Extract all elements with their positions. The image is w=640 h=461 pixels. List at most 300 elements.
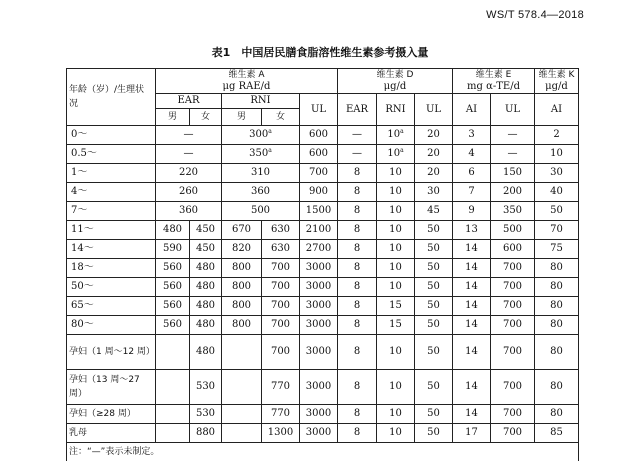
- a-rni-cell-value: 350: [249, 148, 268, 159]
- e-ul-cell: [491, 126, 535, 145]
- note-row: [67, 443, 579, 461]
- k-ai-cell-value: 2: [553, 129, 559, 140]
- d-rni-cell: [377, 164, 415, 183]
- e-ai-cell-value: 14: [465, 262, 478, 273]
- a-ul-cell: [300, 183, 338, 202]
- a-ul-cell-value: 600: [309, 129, 328, 140]
- d-ul-cell: [415, 164, 453, 183]
- a-ear-female-header: 女: [190, 109, 222, 126]
- a-ul-cell-value: 700: [309, 167, 328, 178]
- d-ul-cell: [415, 316, 453, 335]
- a-ear-female-cell: [190, 278, 222, 297]
- d-rni-cell: [377, 145, 415, 164]
- d-rni-cell: [377, 183, 415, 202]
- d-ear-cell: [338, 405, 377, 424]
- age-cell: [67, 278, 156, 297]
- d-ear-cell-value: 8: [354, 427, 360, 438]
- a-ear-male-cell-value: 560: [163, 300, 182, 311]
- e-ul-cell: [491, 424, 535, 443]
- d-ear-cell-value: 8: [354, 319, 360, 330]
- e-ai-cell: [453, 221, 491, 240]
- a-rni-female-cell-value: 700: [271, 262, 290, 273]
- table-row: [67, 259, 579, 278]
- a-ear-female-cell-value: 530: [196, 408, 215, 419]
- d-ear-cell: [338, 259, 377, 278]
- a-ul-cell: [300, 335, 338, 370]
- age-cell-value: 孕妇（13 周～27 周）: [69, 375, 140, 399]
- e-ai-header: AI: [453, 94, 491, 126]
- k-ai-cell: [535, 278, 579, 297]
- e-ai-cell: [453, 164, 491, 183]
- k-ai-cell: [535, 335, 579, 370]
- k-ai-cell-value: 40: [550, 186, 563, 197]
- age-cell: [67, 202, 156, 221]
- d-rni-cell: [377, 126, 415, 145]
- a-ul-cell-value: 3000: [306, 381, 331, 392]
- a-rni-cell-value: 360: [251, 186, 270, 197]
- e-ai-cell: [453, 240, 491, 259]
- standard-number: WS/T 578.4—2018: [486, 9, 584, 21]
- a-rni-female-cell-value: 630: [271, 224, 290, 235]
- e-ul-cell-value: 200: [503, 186, 522, 197]
- a-rni-male-cell: [222, 316, 262, 335]
- a-ul-cell: [300, 424, 338, 443]
- k-ai-cell: [535, 297, 579, 316]
- k-ai-cell-value: 70: [550, 224, 563, 235]
- d-ear-cell: [338, 316, 377, 335]
- a-rni-male-cell: [222, 335, 262, 370]
- age-cell-value: 18～: [71, 262, 94, 273]
- d-ul-cell: [415, 126, 453, 145]
- d-rni-cell-value: 10: [389, 427, 402, 438]
- d-rni-cell: [377, 240, 415, 259]
- e-ai-cell-value: 7: [468, 186, 474, 197]
- vitamin-reference-table: [66, 68, 579, 461]
- table-row: [67, 278, 579, 297]
- a-rni-female-cell: [262, 297, 300, 316]
- a-ear-male-cell: [156, 278, 190, 297]
- vitamin-table-container: [66, 68, 579, 461]
- age-cell: [67, 240, 156, 259]
- e-ai-cell-value: 14: [465, 300, 478, 311]
- e-ai-cell-value: 14: [465, 381, 478, 392]
- e-ul-cell-value: 150: [503, 167, 522, 178]
- a-ear-male-cell-value: 480: [163, 224, 182, 235]
- e-ul-cell: [491, 259, 535, 278]
- age-cell-value: 0～: [71, 129, 87, 140]
- k-ai-cell: [535, 164, 579, 183]
- d-ear-cell: [338, 297, 377, 316]
- age-cell-value: 11～: [71, 224, 94, 235]
- a-ear-cell: [156, 164, 222, 183]
- a-ul-cell-value: 3000: [306, 427, 331, 438]
- vitamin-k-name: 维生素 K: [539, 70, 575, 80]
- e-ai-cell-value: 13: [465, 224, 478, 235]
- a-ul-header: UL: [300, 94, 338, 126]
- e-ul-cell-value: 700: [503, 346, 522, 357]
- a-ear-male-cell: [156, 259, 190, 278]
- d-ul-cell-value: 50: [427, 427, 440, 438]
- d-ear-cell-value: 8: [354, 167, 360, 178]
- a-ear-female-cell: [190, 240, 222, 259]
- table-row: [67, 240, 579, 259]
- e-ul-cell: [491, 297, 535, 316]
- vitamin-a-unit: μg RAE/d: [223, 81, 271, 92]
- age-cell: [67, 370, 156, 405]
- e-ul-cell: [491, 316, 535, 335]
- age-header: 年龄（岁）/生理状况: [67, 69, 156, 126]
- a-ul-cell: [300, 259, 338, 278]
- vitamin-k-header: [535, 69, 579, 94]
- e-ul-cell-value: 700: [503, 427, 522, 438]
- a-ear-cell-value: 360: [179, 205, 198, 216]
- d-ear-cell: [338, 370, 377, 405]
- d-ear-cell-value: 8: [354, 281, 360, 292]
- d-rni-cell: [377, 259, 415, 278]
- table-row: [67, 145, 579, 164]
- e-ai-cell: [453, 278, 491, 297]
- d-ear-cell-value: 8: [354, 186, 360, 197]
- age-cell-value: 孕妇（1 周～12 周）: [69, 347, 155, 357]
- k-ai-cell-value: 80: [550, 381, 563, 392]
- d-ul-cell: [415, 240, 453, 259]
- a-ear-female-cell: [190, 221, 222, 240]
- e-ai-cell: [453, 405, 491, 424]
- a-rni-cell-footnote-mark: a: [268, 147, 272, 154]
- a-ear-cell: [156, 183, 222, 202]
- e-ul-cell-value: 700: [503, 281, 522, 292]
- d-rni-cell-value: 10: [389, 224, 402, 235]
- k-ai-cell-value: 80: [550, 262, 563, 273]
- a-ul-cell: [300, 405, 338, 424]
- e-ul-cell: [491, 221, 535, 240]
- k-ai-cell: [535, 221, 579, 240]
- a-ul-cell-value: 3000: [306, 262, 331, 273]
- a-ul-cell-value: 3000: [306, 300, 331, 311]
- d-ul-cell: [415, 370, 453, 405]
- e-ai-cell-value: 17: [465, 427, 478, 438]
- d-ul-cell: [415, 221, 453, 240]
- e-ul-cell-value: 700: [503, 381, 522, 392]
- e-ai-cell: [453, 424, 491, 443]
- k-ai-cell: [535, 240, 579, 259]
- a-ul-cell: [300, 278, 338, 297]
- a-rni-cell-footnote-mark: a: [268, 128, 272, 135]
- a-rni-male-cell-value: 800: [232, 281, 251, 292]
- table-row: [67, 164, 579, 183]
- a-ear-female-cell: [190, 424, 222, 443]
- d-rni-cell-value: 10: [387, 148, 400, 159]
- age-cell: [67, 259, 156, 278]
- d-rni-cell-footnote-mark: a: [400, 147, 404, 154]
- a-ear-cell: [156, 145, 222, 164]
- d-ul-cell-value: 50: [427, 243, 440, 254]
- d-ear-cell: [338, 221, 377, 240]
- d-rni-cell-value: 10: [389, 281, 402, 292]
- d-ul-cell-value: 50: [427, 319, 440, 330]
- table-row: [67, 405, 579, 424]
- d-ul-cell: [415, 145, 453, 164]
- a-rni-male-cell: [222, 278, 262, 297]
- a-ul-cell: [300, 202, 338, 221]
- age-cell-value: 0.5～: [71, 148, 97, 159]
- a-rni-cell: [222, 145, 300, 164]
- age-cell-value: 孕妇（≥28 周）: [69, 409, 136, 419]
- k-ai-cell-value: 80: [550, 408, 563, 419]
- d-ul-cell-value: 20: [427, 167, 440, 178]
- d-rni-cell-value: 10: [389, 346, 402, 357]
- a-rni-male-cell-value: 800: [232, 319, 251, 330]
- d-rni-cell: [377, 335, 415, 370]
- d-rni-cell: [377, 278, 415, 297]
- d-rni-cell: [377, 316, 415, 335]
- e-ai-cell: [453, 335, 491, 370]
- a-ear-male-cell: [156, 297, 190, 316]
- d-ear-cell-value: 8: [354, 243, 360, 254]
- d-ear-cell-value: 8: [354, 300, 360, 311]
- a-rni-female-cell-value: 700: [271, 281, 290, 292]
- age-cell: [67, 164, 156, 183]
- a-ul-cell-value: 3000: [306, 346, 331, 357]
- vitamin-e-unit: mg α-TE/d: [467, 81, 520, 92]
- e-ul-cell: [491, 183, 535, 202]
- vitamin-d-header: [338, 69, 453, 94]
- a-ear-female-cell-value: 480: [196, 281, 215, 292]
- e-ai-cell-value: 14: [465, 408, 478, 419]
- a-rni-cell-value: 310: [251, 167, 270, 178]
- a-rni-cell: [222, 183, 300, 202]
- d-ul-cell-value: 50: [427, 346, 440, 357]
- d-rni-cell-value: 10: [389, 186, 402, 197]
- a-ul-cell: [300, 145, 338, 164]
- a-rni-male-cell: [222, 240, 262, 259]
- a-rni-male-cell: [222, 221, 262, 240]
- a-ear-female-cell: [190, 370, 222, 405]
- e-ai-cell: [453, 145, 491, 164]
- d-ear-cell: [338, 183, 377, 202]
- e-ai-cell-value: 14: [465, 319, 478, 330]
- d-rni-cell: [377, 405, 415, 424]
- a-ul-cell-value: 900: [309, 186, 328, 197]
- age-cell: [67, 126, 156, 145]
- e-ai-cell-value: 6: [468, 167, 474, 178]
- d-ul-cell-value: 20: [427, 148, 440, 159]
- table-row: [67, 202, 579, 221]
- a-rni-female-cell: [262, 370, 300, 405]
- a-ear-cell-value: —: [184, 129, 194, 140]
- e-ul-cell: [491, 240, 535, 259]
- a-ear-female-cell: [190, 316, 222, 335]
- a-rni-male-cell-value: 820: [232, 243, 251, 254]
- age-cell: [67, 183, 156, 202]
- e-ai-cell-value: 14: [465, 243, 478, 254]
- a-ul-cell: [300, 370, 338, 405]
- d-rni-cell-value: 10: [389, 262, 402, 273]
- e-ul-cell-value: 700: [503, 262, 522, 273]
- table-row: [67, 424, 579, 443]
- age-cell: [67, 145, 156, 164]
- d-ear-cell-value: 8: [354, 224, 360, 235]
- a-ul-cell-value: 2700: [306, 243, 331, 254]
- a-rni-female-cell: [262, 316, 300, 335]
- vitamin-a-header: [156, 69, 338, 94]
- d-ul-cell: [415, 335, 453, 370]
- vitamin-k-unit: μg/d: [545, 81, 568, 92]
- k-ai-cell-value: 80: [550, 281, 563, 292]
- a-ul-cell-value: 2100: [306, 224, 331, 235]
- a-ear-female-cell: [190, 405, 222, 424]
- e-ul-cell: [491, 335, 535, 370]
- d-rni-cell-value: 15: [389, 319, 402, 330]
- d-ul-cell-value: 50: [427, 281, 440, 292]
- a-rni-female-cell-value: 700: [271, 300, 290, 311]
- d-rni-cell: [377, 297, 415, 316]
- k-ai-cell-value: 80: [550, 319, 563, 330]
- age-cell-value: 7～: [71, 205, 87, 216]
- a-ear-female-cell-value: 480: [196, 319, 215, 330]
- d-ear-cell: [338, 164, 377, 183]
- e-ul-cell: [491, 405, 535, 424]
- a-ear-header: EAR: [156, 94, 222, 109]
- d-ear-cell: [338, 240, 377, 259]
- age-cell: [67, 221, 156, 240]
- a-ear-male-cell-value: 560: [163, 262, 182, 273]
- d-ul-cell: [415, 259, 453, 278]
- d-ear-cell: [338, 278, 377, 297]
- e-ul-cell: [491, 145, 535, 164]
- e-ul-cell-value: 700: [503, 319, 522, 330]
- a-rni-cell: [222, 164, 300, 183]
- e-ai-cell: [453, 202, 491, 221]
- a-ear-male-cell: [156, 405, 190, 424]
- d-ear-cell-value: —: [352, 148, 362, 159]
- e-ul-cell: [491, 278, 535, 297]
- d-ear-cell: [338, 145, 377, 164]
- d-rni-cell-value: 10: [387, 129, 400, 140]
- k-ai-cell: [535, 259, 579, 278]
- a-ear-cell-value: 220: [179, 167, 198, 178]
- a-ear-female-cell-value: 880: [196, 427, 215, 438]
- table-row: [67, 316, 579, 335]
- a-ear-female-cell: [190, 259, 222, 278]
- age-cell-value: 65～: [71, 300, 94, 311]
- age-cell-value: 14～: [71, 243, 94, 254]
- d-rni-cell: [377, 202, 415, 221]
- e-ai-cell-value: 14: [465, 281, 478, 292]
- age-cell-value: 4～: [71, 186, 87, 197]
- a-rni-male-cell: [222, 424, 262, 443]
- k-ai-cell: [535, 145, 579, 164]
- a-rni-cell: [222, 202, 300, 221]
- d-ul-header: UL: [415, 94, 453, 126]
- e-ai-cell: [453, 370, 491, 405]
- a-rni-male-cell-value: 800: [232, 262, 251, 273]
- e-ul-cell: [491, 202, 535, 221]
- d-ul-cell-value: 50: [427, 224, 440, 235]
- d-ear-header: EAR: [338, 94, 377, 126]
- e-ul-cell-value: 700: [503, 300, 522, 311]
- a-ear-male-cell: [156, 335, 190, 370]
- a-ear-male-header: 男: [156, 109, 190, 126]
- a-rni-female-cell: [262, 405, 300, 424]
- d-ear-cell-value: 8: [354, 205, 360, 216]
- e-ul-cell-value: —: [508, 148, 518, 159]
- d-ul-cell-value: 50: [427, 262, 440, 273]
- a-rni-male-cell: [222, 370, 262, 405]
- a-rni-cell-value: 300: [249, 129, 268, 140]
- a-ear-male-cell-value: 590: [163, 243, 182, 254]
- a-rni-female-cell-value: 770: [271, 408, 290, 419]
- a-rni-cell: [222, 126, 300, 145]
- e-ai-cell: [453, 126, 491, 145]
- a-rni-female-cell: [262, 278, 300, 297]
- a-ul-cell-value: 3000: [306, 281, 331, 292]
- a-ear-cell-value: —: [184, 148, 194, 159]
- a-rni-header: RNI: [222, 94, 300, 109]
- a-ear-female-cell-value: 480: [196, 346, 215, 357]
- e-ai-cell-value: 3: [468, 129, 474, 140]
- a-ul-cell: [300, 240, 338, 259]
- a-ear-female-cell-value: 530: [196, 381, 215, 392]
- d-rni-cell-value: 15: [389, 300, 402, 311]
- a-rni-male-header: 男: [222, 109, 262, 126]
- vitamin-e-name: 维生素 E: [476, 70, 512, 80]
- a-rni-female-cell-value: 1300: [268, 427, 293, 438]
- d-rni-header: RNI: [377, 94, 415, 126]
- age-cell: [67, 297, 156, 316]
- d-ul-cell: [415, 183, 453, 202]
- e-ul-cell-value: 500: [503, 224, 522, 235]
- a-ear-female-cell: [190, 335, 222, 370]
- a-rni-female-cell: [262, 240, 300, 259]
- k-ai-cell-value: 80: [550, 346, 563, 357]
- table-note: 注：“—”表示未制定。: [67, 443, 579, 461]
- e-ul-cell: [491, 164, 535, 183]
- d-ul-cell: [415, 297, 453, 316]
- a-rni-female-cell: [262, 221, 300, 240]
- a-rni-female-cell: [262, 259, 300, 278]
- e-ai-cell-value: 9: [468, 205, 474, 216]
- k-ai-cell-value: 80: [550, 300, 563, 311]
- table-title: 表1 中国居民膳食脂溶性维生素参考摄入量: [0, 44, 640, 60]
- a-rni-female-header: 女: [262, 109, 300, 126]
- a-ear-female-cell-value: 450: [196, 224, 215, 235]
- table-row: [67, 335, 579, 370]
- a-ear-female-cell-value: 450: [196, 243, 215, 254]
- e-ai-cell: [453, 259, 491, 278]
- k-ai-cell-value: 10: [550, 148, 563, 159]
- d-ul-cell: [415, 405, 453, 424]
- e-ul-cell-value: 600: [503, 243, 522, 254]
- e-ai-cell: [453, 183, 491, 202]
- d-ul-cell-value: 50: [427, 300, 440, 311]
- a-ul-cell-value: 3000: [306, 319, 331, 330]
- a-rni-female-cell-value: 700: [271, 319, 290, 330]
- a-ear-male-cell-value: 560: [163, 281, 182, 292]
- a-ear-female-cell-value: 480: [196, 262, 215, 273]
- header-row-vitamins: [67, 69, 579, 94]
- age-cell: [67, 424, 156, 443]
- e-ai-cell: [453, 297, 491, 316]
- e-ul-cell-value: 700: [503, 408, 522, 419]
- d-ul-cell-value: 50: [427, 408, 440, 419]
- a-ear-cell: [156, 202, 222, 221]
- table-row: [67, 221, 579, 240]
- d-ul-cell: [415, 202, 453, 221]
- vitamin-a-name: 维生素 A: [228, 70, 264, 80]
- a-ear-male-cell: [156, 316, 190, 335]
- d-ul-cell-value: 30: [427, 186, 440, 197]
